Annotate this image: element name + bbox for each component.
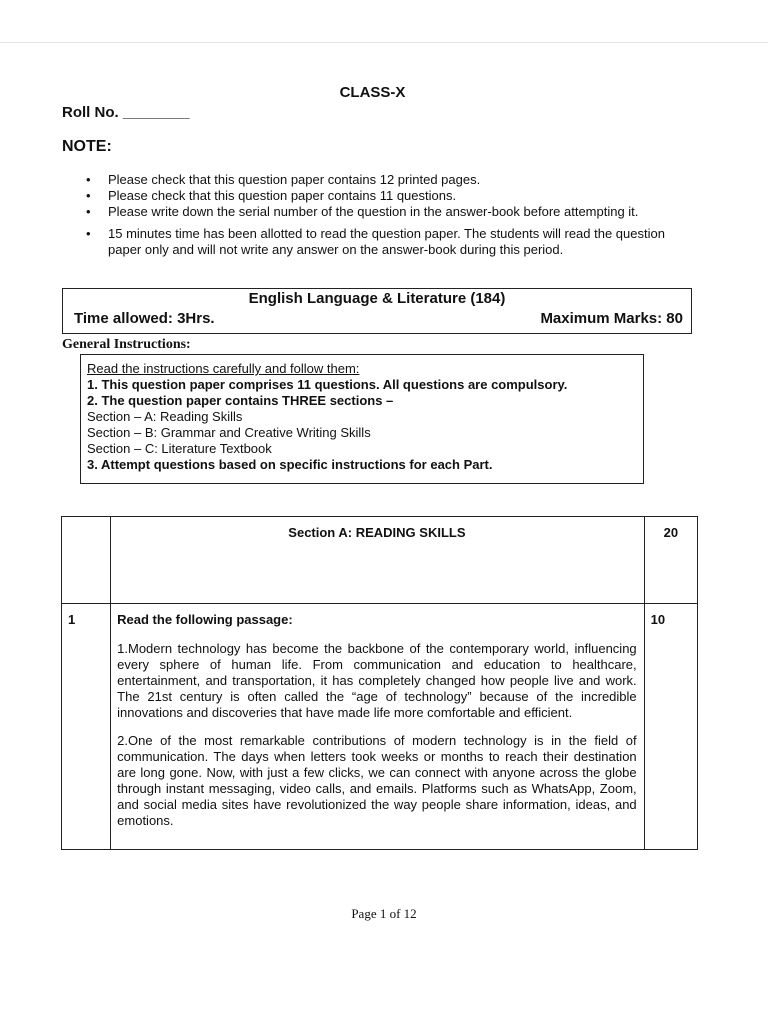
- section-a-marks: 20: [644, 517, 697, 604]
- question-prompt: Read the following passage:: [117, 612, 293, 627]
- class-title: CLASS-X: [339, 84, 406, 101]
- instruction-line: 2. The question paper contains THREE sections –: [87, 393, 394, 408]
- instruction-line: Section – B: Grammar and Creative Writing Skills: [87, 425, 371, 440]
- note-list: [86, 172, 698, 258]
- question-body: [111, 604, 645, 850]
- subject-box: [62, 288, 692, 334]
- instruction-line: Section – C: Literature Textbook: [87, 441, 272, 456]
- table-cell: [62, 517, 111, 604]
- instructions-box: [80, 354, 644, 484]
- instruction-line: Section – A: Reading Skills: [87, 409, 243, 424]
- note-item: • Please write down the serial number of the question in the answer-book before attempting it.: [86, 204, 698, 220]
- subject-title: English Language & Literature (184): [248, 290, 506, 307]
- instruction-line: 1. This question paper comprises 11 questions. All questions are compulsory.: [87, 377, 568, 392]
- question-number: 1: [62, 604, 111, 850]
- passage-paragraph: 2.One of the most remarkable contributions of modern technology is in the field of communication. The days when letters took weeks or months to reach their destination are long gone. Now, with just a few clicks, we can connect with anyone across the globe through instant messaging, video calls, and emails. Platforms such as WhatsApp, Zoom, and social media sites have revolutionized the way people share information, ideas, and emotions.: [117, 733, 637, 828]
- note-item: • Please check that this question paper contains 12 printed pages.: [86, 172, 698, 188]
- section-a-table: [61, 516, 698, 850]
- page-number: Page 1 of 12: [351, 906, 417, 921]
- roll-number-label: Roll No. ________: [62, 104, 190, 121]
- maximum-marks: Maximum Marks: 80: [540, 310, 683, 327]
- instruction-line: Read the instructions carefully and follow them:: [87, 361, 360, 376]
- question-marks: 10: [644, 604, 697, 850]
- instruction-line: 3. Attempt questions based on specific instructions for each Part.: [87, 457, 493, 472]
- passage-paragraph: 1.Modern technology has become the backbone of the contemporary world, influencing every sphere of human life. From communication and education to healthcare, entertainment, and transportation, it has completely changed how people live and work. The 21st century is often called the “age of technology” because of the incredible innovations and discoveries that have made life more comfortable and efficient.: [117, 641, 637, 720]
- general-instructions-heading: General Instructions:: [62, 337, 191, 352]
- table-row: [62, 604, 698, 850]
- table-row: [62, 517, 698, 604]
- note-item: • 15 minutes time has been allotted to read the question paper. The students will read the question paper only and will not write any answer on the answer-book during this period.: [86, 226, 698, 258]
- note-item: • Please check that this question paper contains 11 questions.: [86, 188, 698, 204]
- time-allowed: Time allowed: 3Hrs.: [74, 310, 215, 327]
- page-top-rule: [0, 42, 768, 43]
- note-heading: NOTE:: [62, 138, 112, 155]
- section-a-title: Section A: READING SKILLS: [111, 517, 645, 604]
